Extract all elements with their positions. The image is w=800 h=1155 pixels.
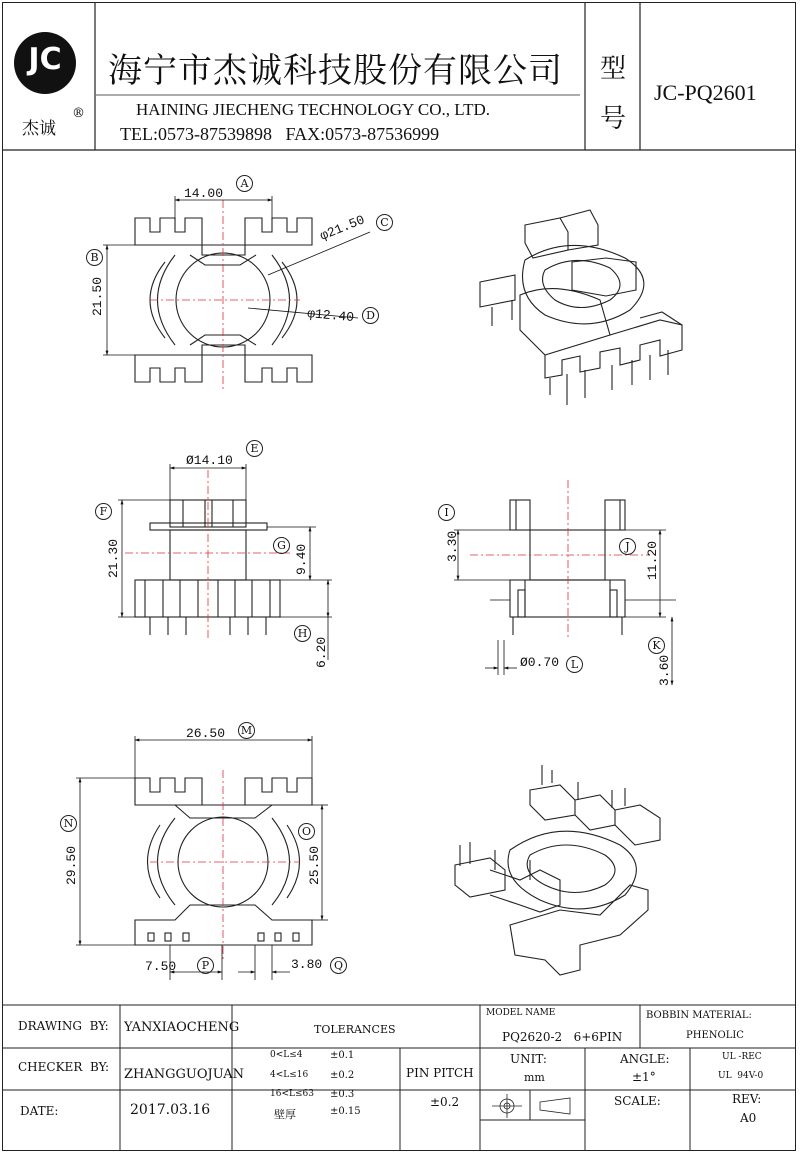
dim-b-value: 21.50 <box>90 276 105 316</box>
contact: TEL:0573-87539898 FAX:0573-87536999 <box>120 124 440 144</box>
dim-m-value: 26.50 <box>186 726 226 741</box>
ul-line-1: UL -REC <box>722 1052 762 1062</box>
dim-c-value: φ21.50 <box>317 212 367 244</box>
model-label-2: 号 <box>600 104 627 134</box>
dim-d-value: φ12.40 <box>306 306 355 326</box>
dim-label-h: H <box>294 625 311 642</box>
dim-label-j: J <box>619 538 636 555</box>
angle-label: ANGLE: <box>620 1052 670 1066</box>
bottom-view <box>135 778 312 945</box>
tol-4-range: 壁厚 <box>274 1108 296 1121</box>
dim-label-g: G <box>273 537 290 554</box>
tol-2-value: ±0.2 <box>330 1070 355 1081</box>
isometric-view-1 <box>480 210 682 405</box>
isometric-view-2 <box>455 765 660 975</box>
dim-i-value: 3.30 <box>445 530 460 562</box>
dim-label-o: O <box>298 823 315 840</box>
dim-f-value: 21.30 <box>106 538 121 578</box>
tol-3-value: ±0.3 <box>330 1089 355 1100</box>
model-number: JC-PQ2601 <box>654 80 757 105</box>
dim-l-value: Ø0.70 <box>520 655 560 670</box>
model-label-1: 型 <box>600 54 627 84</box>
pin-pitch-label: PIN PITCH <box>406 1066 474 1080</box>
dim-q-value: 3.80 <box>291 957 323 972</box>
tol-1-range: 0<L≤4 <box>270 1050 303 1060</box>
dim-p-value: 7.50 <box>145 959 177 974</box>
dim-k-value: 3.60 <box>657 654 672 686</box>
title-block-grid <box>2 1005 796 1151</box>
dim-o-value: 25.50 <box>307 845 322 885</box>
company-en: HAINING JIECHENG TECHNOLOGY CO., LTD. <box>136 100 490 119</box>
side-view <box>510 500 625 635</box>
date-label: DATE: <box>20 1104 59 1118</box>
checker-by-label: CHECKER BY: <box>18 1060 110 1074</box>
unit-value: mm <box>524 1071 545 1084</box>
front-view <box>135 500 280 635</box>
model-name: PQ2620-2 6+6PIN <box>502 1030 623 1044</box>
checker-by-name: ZHANGGUOJUAN <box>124 1067 245 1082</box>
logo-caption: 杰诚 <box>22 119 56 139</box>
dim-label-k: K <box>648 637 665 654</box>
projection-symbol <box>492 1094 570 1118</box>
dim-label-e: E <box>246 440 263 457</box>
unit-label: UNIT: <box>510 1052 547 1066</box>
dim-label-a: A <box>236 175 253 192</box>
rev-value: A0 <box>740 1111 757 1125</box>
dim-label-n: N <box>60 815 77 832</box>
dim-label-p: P <box>197 957 214 974</box>
dim-j-value: 11.20 <box>645 540 660 580</box>
bobbin-material: PHENOLIC <box>686 1030 744 1041</box>
rev-label: REV: <box>732 1092 762 1106</box>
tolerances-label: TOLERANCES <box>314 1023 396 1036</box>
dim-label-l: L <box>566 656 583 673</box>
tol-2-range: 4<L≤16 <box>270 1070 309 1080</box>
ul-line-2: UL 94V-0 <box>718 1071 764 1081</box>
dim-label-f: F <box>95 503 112 520</box>
dim-a-value: 14.00 <box>184 186 224 201</box>
dim-n-value: 29.50 <box>64 845 79 885</box>
dim-label-d: D <box>362 307 379 324</box>
tol-4-value: ±0.15 <box>330 1106 361 1117</box>
dim-g-value: 9.40 <box>294 543 309 575</box>
tol-1-value: ±0.1 <box>330 1050 355 1061</box>
logo-text: JC <box>28 42 62 77</box>
tol-3-range: 16<L≤63 <box>270 1089 314 1099</box>
scale-label: SCALE: <box>614 1094 661 1108</box>
dim-label-q: Q <box>330 957 347 974</box>
bobbin-material-label: BOBBIN MATERIAL: <box>646 1010 752 1021</box>
company-cn: 海宁市杰诚科技股份有限公司 <box>108 51 563 91</box>
drawing-by-label: DRAWING BY: <box>18 1019 109 1033</box>
dim-label-i: I <box>438 504 455 521</box>
dim-label-m: M <box>238 722 255 739</box>
registered-mark: ® <box>72 106 85 121</box>
angle-value: ±1° <box>632 1070 656 1084</box>
date-value: 2017.03.16 <box>130 1102 211 1118</box>
pin-pitch-value: ±0.2 <box>430 1095 460 1109</box>
model-name-label: MODEL NAME <box>486 1008 556 1018</box>
dim-label-b: B <box>86 249 103 266</box>
dim-e-value: Ø14.10 <box>186 453 233 468</box>
dim-h-value: 6.20 <box>314 636 329 668</box>
drawing-by-name: YANXIAOCHENG <box>124 1020 240 1035</box>
dim-label-c: C <box>376 214 393 231</box>
